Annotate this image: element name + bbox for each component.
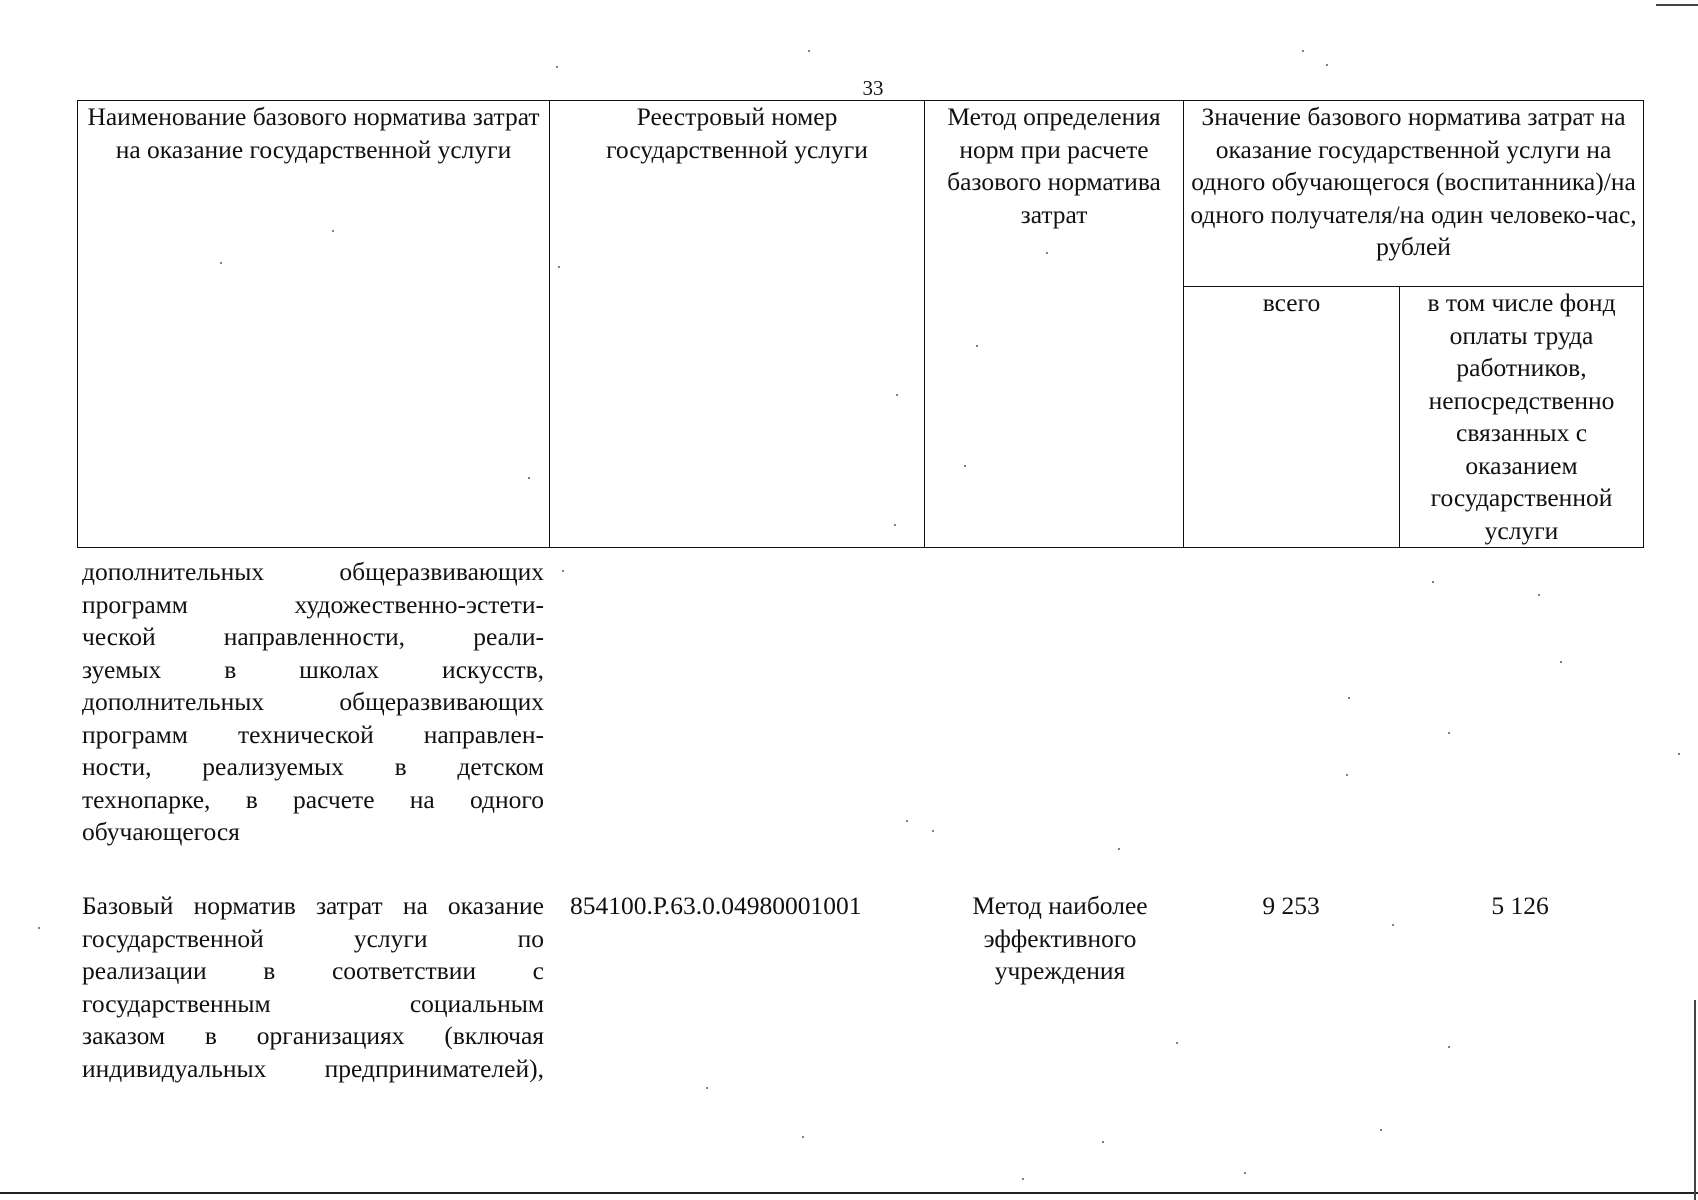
header-wage-cell <box>1400 287 1644 548</box>
scan-speck <box>1448 1046 1450 1048</box>
continuation-text <box>82 556 544 849</box>
scan-speck <box>1392 924 1394 926</box>
service-name-line: реализации в соответствии с <box>82 956 544 985</box>
header-name-cell <box>78 101 550 548</box>
header-wage-text: в том числе фонд оплаты труда работников, непосредственно связанных с оказанием государственной услуги <box>1427 288 1616 545</box>
continuation-line: обучающегося <box>82 817 240 846</box>
scan-speck <box>802 1136 804 1138</box>
scan-speck <box>1022 1178 1024 1180</box>
header-table <box>77 100 1644 548</box>
scan-speck <box>1380 1129 1382 1131</box>
header-row-main <box>78 101 1644 287</box>
header-registry-text: Реестровый номер государственной услуги <box>606 102 868 164</box>
scan-speck <box>894 524 896 526</box>
scan-speck <box>1448 732 1450 734</box>
service-name-line: государственной услуги по <box>82 923 544 953</box>
header-total-cell <box>1184 287 1400 548</box>
scan-speck <box>528 477 530 479</box>
scan-speck <box>706 1087 708 1089</box>
scan-speck <box>1046 252 1048 254</box>
scan-speck <box>558 266 560 268</box>
scan-speck <box>896 394 898 396</box>
continuation-line: технопарке, в расчете на одного <box>82 784 544 814</box>
page-number: 33 <box>862 76 884 100</box>
row-service-name <box>82 890 544 1085</box>
scan-speck <box>1302 50 1304 52</box>
scan-speck <box>1118 848 1120 850</box>
bottom-rule <box>0 1192 1698 1194</box>
scan-speck <box>1244 1172 1246 1174</box>
continuation-line: ческой направленности, реали- <box>82 622 544 651</box>
continuation-line: зуемых в школах искусств, <box>82 654 544 684</box>
scan-speck <box>220 262 222 264</box>
scan-speck <box>1432 581 1434 583</box>
scan-speck <box>976 345 978 347</box>
service-name-line: государственным социальным <box>82 988 544 1018</box>
scan-speck <box>964 465 966 467</box>
scan-speck <box>1538 594 1540 596</box>
continuation-line: дополнительных общеразвивающих <box>82 557 544 586</box>
header-total-text: всего <box>1262 288 1321 317</box>
scan-speck <box>38 927 40 929</box>
scan-speck <box>332 230 334 232</box>
scan-speck <box>1176 1042 1178 1044</box>
scan-speck <box>1678 753 1680 755</box>
scan-edge-mark <box>1656 4 1698 6</box>
scan-speck <box>1102 1141 1104 1143</box>
registry-number: 854100.Р.63.0.04980001001 <box>570 891 862 920</box>
scan-speck <box>556 66 558 68</box>
scan-edge-mark <box>1694 1000 1696 1200</box>
total-value: 9 253 <box>1262 891 1320 920</box>
scan-speck <box>906 820 908 822</box>
method-value: Метод наиболее эффективного учреждения <box>972 891 1148 985</box>
scan-speck <box>1326 64 1328 66</box>
service-name-line: заказом в организациях (включая <box>82 1021 544 1050</box>
header-registry-cell <box>550 101 925 548</box>
header-name-text: Наименование базового норматива затрат на оказание государственной услуги <box>87 102 540 164</box>
scan-speck <box>932 830 934 832</box>
service-name-line: индивидуальных предпринимателей), <box>82 1053 544 1083</box>
header-method-text: Метод определения норм при расчете базового норматива затрат <box>947 102 1161 229</box>
service-name-line: Базовый норматив затрат на оказание <box>82 891 544 920</box>
continuation-line: дополнительных общеразвивающих <box>82 687 544 716</box>
scan-speck <box>1348 697 1350 699</box>
scan-speck <box>1346 774 1348 776</box>
scan-speck <box>562 570 564 572</box>
wage-fund-value: 5 126 <box>1491 891 1549 920</box>
continuation-line: программ технической направлен- <box>82 719 544 749</box>
continuation-line: ности, реализуемых в детском <box>82 752 544 781</box>
header-method-cell <box>925 101 1184 548</box>
header-value-text: Значение базового норматива затрат на оказание государственной услуги на одного обучающегося (воспитанника)/на одного получателя/на один человеко-час, рублей <box>1190 102 1637 261</box>
header-value-cell <box>1184 101 1644 287</box>
scan-speck <box>1560 661 1562 663</box>
continuation-line: программ художественно-эстети- <box>82 589 544 619</box>
scan-speck <box>808 50 810 52</box>
